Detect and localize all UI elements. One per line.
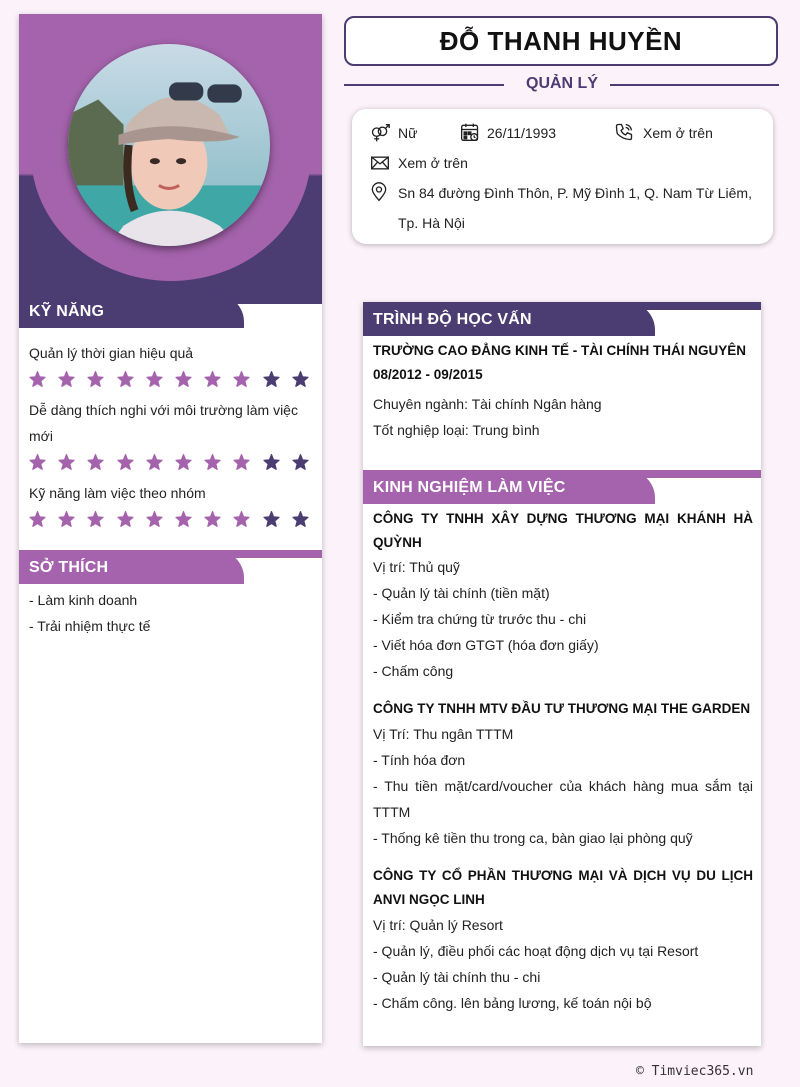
skill-rating	[28, 370, 320, 390]
star-filled-icon	[203, 370, 222, 389]
job-duty: - Quản lý tài chính (tiền mặt)	[373, 585, 550, 601]
job-duty: - Thống kê tiền thu trong ca, bàn giao lại phòng quỹ	[373, 830, 693, 846]
star-filled-icon	[57, 453, 76, 472]
phone-value: Xem ở trên	[643, 125, 713, 141]
star-filled-icon	[145, 453, 164, 472]
education-section-header	[363, 302, 761, 336]
job-role: Vị trí: Quản lý Resort	[373, 917, 503, 933]
job-duty: - Quản lý tài chính thu - chi	[373, 969, 541, 985]
job-company-continued: ANVI NGỌC LINH	[373, 892, 485, 907]
job-role: Vị trí: Thủ quỹ	[373, 559, 460, 575]
star-filled-icon	[232, 510, 251, 529]
education-grade: Tốt nghiệp loại: Trung bình	[373, 422, 540, 438]
star-filled-icon	[57, 370, 76, 389]
skill-rating	[28, 510, 320, 530]
gender-icon	[370, 123, 390, 143]
job-duty-continued: TTTM	[373, 804, 411, 820]
star-filled-icon	[28, 510, 47, 529]
job-duty: - Chấm công. lên bảng lương, kế toán nội bộ	[373, 995, 652, 1011]
skills-title: KỸ NĂNG	[29, 303, 105, 320]
position-divider-left	[344, 84, 504, 86]
star-empty-icon	[262, 370, 281, 389]
skill-name: Quản lý thời gian hiệu quả	[29, 345, 194, 361]
candidate-name: ĐỖ THANH HUYỀN	[344, 16, 778, 66]
education-school: TRƯỜNG CAO ĐẲNG KINH TẾ - TÀI CHÍNH THÁI NGUYÊN	[373, 343, 746, 358]
hobby-item: - Làm kinh doanh	[29, 592, 138, 608]
star-empty-icon	[262, 453, 281, 472]
star-empty-icon	[291, 510, 310, 529]
star-filled-icon	[145, 510, 164, 529]
star-filled-icon	[174, 370, 193, 389]
dob-value: 26/11/1993	[487, 125, 557, 141]
star-filled-icon	[116, 370, 135, 389]
job-company: CÔNG TY TNHH MTV ĐẦU TƯ THƯƠNG MẠI THE GARDEN	[373, 701, 751, 716]
experience-section-header	[363, 470, 761, 504]
star-filled-icon	[116, 510, 135, 529]
education-title: TRÌNH ĐỘ HỌC VẤN	[373, 311, 532, 328]
address-line-1: Sn 84 đường Đình Thôn, P. Mỹ Đình 1, Q. Nam Từ Liêm,	[398, 185, 752, 201]
star-empty-icon	[291, 370, 310, 389]
hobbies-section-header	[19, 550, 322, 584]
star-filled-icon	[28, 453, 47, 472]
star-filled-icon	[145, 370, 164, 389]
star-filled-icon	[86, 453, 105, 472]
star-filled-icon	[174, 510, 193, 529]
skill-rating	[28, 453, 320, 473]
job-company: CÔNG TY CỔ PHẦN THƯƠNG MẠI VÀ DỊCH VỤ DU LỊCH	[373, 868, 753, 883]
star-filled-icon	[232, 370, 251, 389]
star-filled-icon	[203, 510, 222, 529]
star-filled-icon	[232, 453, 251, 472]
star-filled-icon	[86, 510, 105, 529]
star-empty-icon	[291, 453, 310, 472]
calendar-icon	[460, 122, 480, 142]
right-column	[363, 302, 761, 1046]
job-company: CÔNG TY TNHH XÂY DỰNG THƯƠNG MẠI KHÁNH HÀ	[373, 511, 753, 526]
star-empty-icon	[262, 510, 281, 529]
skill-name: Kỹ năng làm việc theo nhóm	[29, 485, 206, 501]
skills-section-header	[19, 294, 322, 328]
candidate-position: QUẢN LÝ	[526, 75, 598, 92]
address-line-2: Tp. Hà Nội	[398, 215, 465, 231]
gender-value: Nữ	[398, 125, 418, 141]
avatar-photo	[68, 44, 270, 246]
star-filled-icon	[174, 453, 193, 472]
location-pin-icon	[369, 182, 389, 202]
star-filled-icon	[116, 453, 135, 472]
job-duty: - Chấm công	[373, 663, 454, 679]
phone-icon	[614, 122, 634, 142]
job-duty: - Kiểm tra chứng từ trước thu - chi	[373, 611, 587, 627]
education-period: 08/2012 - 09/2015	[373, 367, 483, 382]
job-duty: - Viết hóa đơn GTGT (hóa đơn giấy)	[373, 637, 599, 653]
star-filled-icon	[86, 370, 105, 389]
star-filled-icon	[203, 453, 222, 472]
left-column	[19, 14, 322, 1043]
job-duty: - Thu tiền mặt/card/voucher của khách hàng mua sắm tại	[373, 778, 753, 794]
hobbies-title: SỞ THÍCH	[29, 559, 109, 576]
skill-name-continued: mới	[29, 428, 53, 444]
skill-name: Dễ dàng thích nghi với môi trường làm việc	[29, 402, 298, 418]
education-major: Chuyên ngành: Tài chính Ngân hàng	[373, 396, 602, 412]
avatar-panel	[19, 14, 322, 304]
star-filled-icon	[57, 510, 76, 529]
job-role: Vị Trí: Thu ngân TTTM	[373, 726, 514, 742]
contact-info-card	[352, 109, 773, 244]
footer-credit: © Timviec365.vn	[636, 1064, 754, 1079]
job-company-continued: QUỲNH	[373, 535, 422, 550]
experience-title: KINH NGHIỆM LÀM VIỆC	[373, 479, 566, 496]
star-filled-icon	[28, 370, 47, 389]
job-duty: - Quản lý, điều phối các hoạt động dịch vụ tại Resort	[373, 943, 699, 959]
position-divider-right	[610, 84, 779, 86]
job-duty: - Tính hóa đơn	[373, 752, 466, 768]
envelope-icon	[370, 153, 390, 173]
hobby-item: - Trải nhiệm thực tế	[29, 618, 151, 634]
email-value: Xem ở trên	[398, 155, 468, 171]
avatar	[68, 44, 270, 246]
